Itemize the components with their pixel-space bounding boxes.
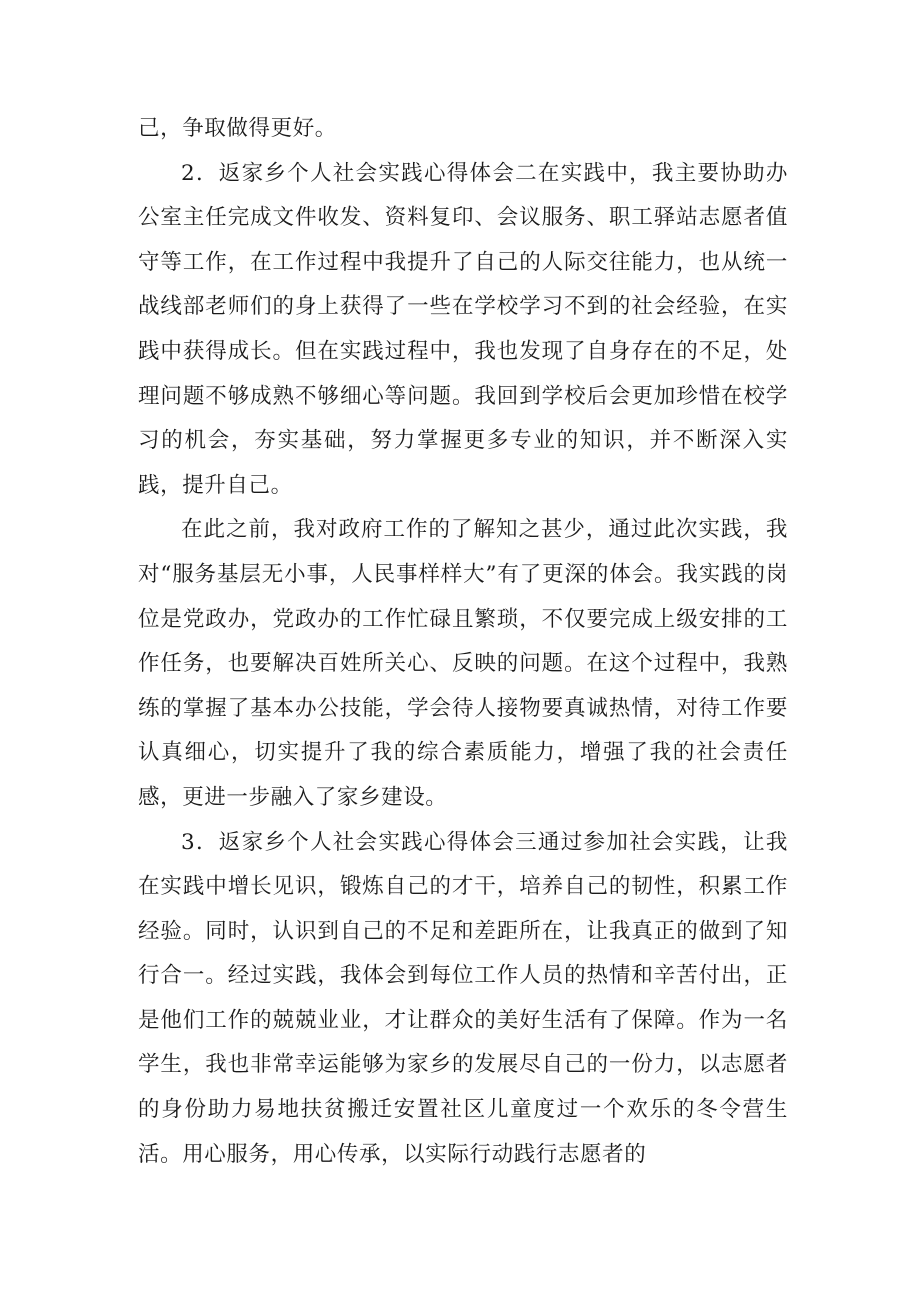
paragraph-government-work: 在此之前，我对政府工作的了解知之甚少，通过此次实践，我对“服务基层无小事，人民事样样大”有了更深的体会。我实践的岗位是党政办，党政办的工作忙碌且繁琐，不仅要完成上级安排的工作任务，也要解决百姓所关心、反映的问题。在这个过程中，我熟练的掌握了基本办公技能，学会待人接物要真诚热情，对待工作要认真细心，切实提升了我的综合素质能力，增强了我的社会责任感，更进一步融入了家乡建设。 bbox=[138, 517, 788, 810]
paragraph-continuation: 己，争取做得更好。 bbox=[138, 116, 337, 141]
paragraph-experience-two: 2．返家乡个人社会实践心得体会二在实践中，我主要协助办公室主任完成文件收发、资料复印、会议服务、职工驿站志愿者值守等工作，在工作过程中我提升了自己的人际交往能力，也从统一战线部老师们的身上获得了一些在学校学习不到的社会经验，在实践中获得成长。但在实践过程中，我也发现了自身存在的不足，处理问题不够成熟不够细心等问题。我回到学校后会更加珍惜在校学习的机会，夯实基础，努力掌握更多专业的知识，并不断深入实践，提升自己。 bbox=[138, 160, 788, 498]
document-body bbox=[138, 107, 788, 1177]
paragraph-experience-three: 3．返家乡个人社会实践心得体会三通过参加社会实践，让我在实践中增长见识，锻炼自己的才干，培养自己的韧性，积累工作经验。同时，认识到自己的不足和差距所在，让我真正的做到了知行合一。经过实践，我体会到每位工作人员的热情和辛苦付出，正是他们工作的兢兢业业，才让群众的美好生活有了保障。作为一名学生，我也非常幸运能够为家乡的发展尽自己的一份力，以志愿者的身份助力易地扶贫搬迁安置社区儿童度过一个欢乐的冬令营生活。用心服务，用心传承，以实际行动践行志愿者的 bbox=[138, 829, 788, 1167]
